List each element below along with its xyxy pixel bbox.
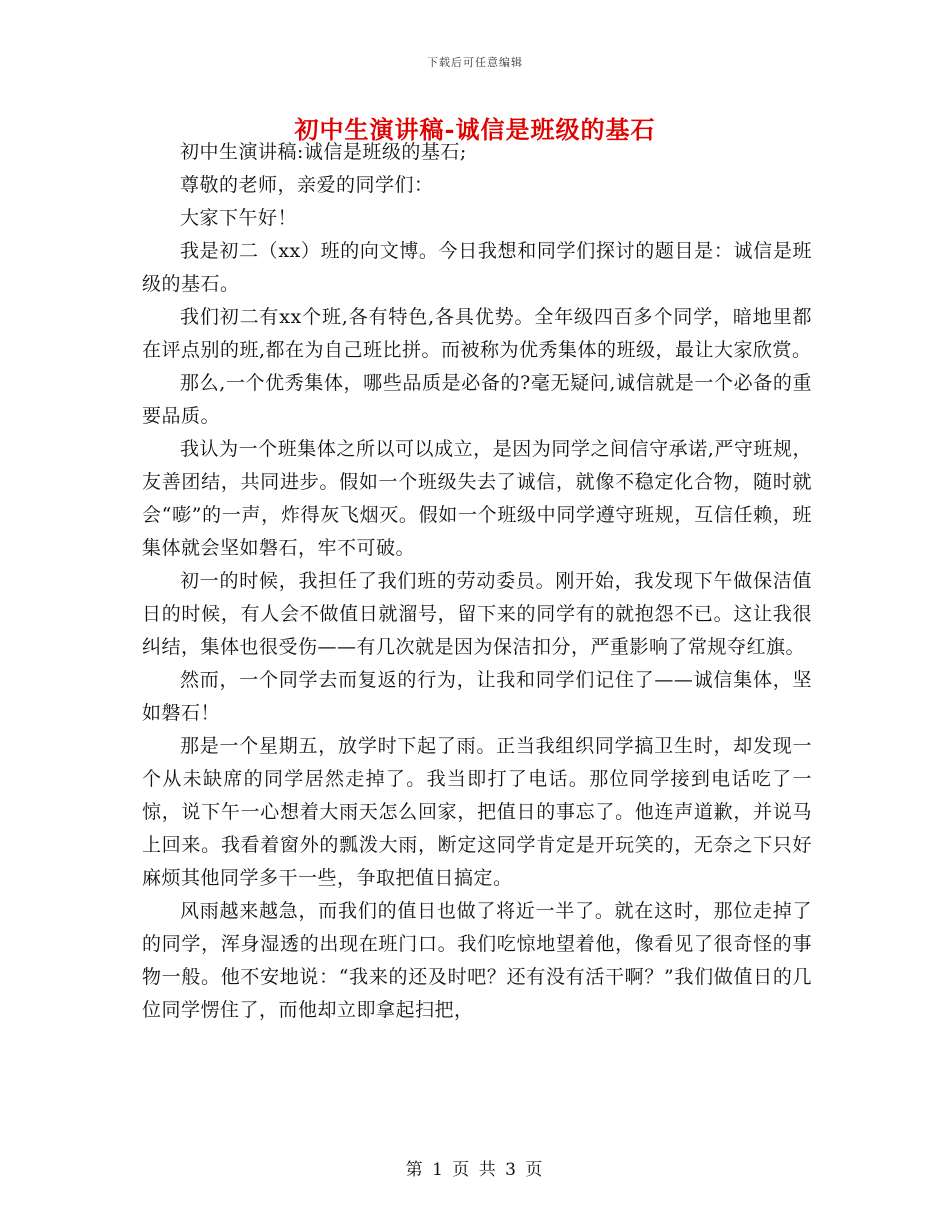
document-title: 初中生演讲稿-诚信是班级的基石 (294, 115, 656, 144)
paragraph: 我们初二有xx个班,各有特色,各具优势。全年级四百多个同学，暗地里都在评点别的班,都在为自己班比拼。而被称为优秀集体的班级，最让大家欣赏。 (142, 306, 812, 361)
document-body (142, 136, 812, 1027)
paragraph: 大家下午好！ (180, 207, 298, 229)
paragraph: 我认为一个班集体之所以可以成立，是因为同学之间信守承诺,严守班规，友善团结，共同进步。假如一个班级失去了诚信，就像不稳定化合物，随时就会“嘭”的一声，炸得灰飞烟灭。假如一个班级中同学遵守班规，互信任赖，班集体就会坚如磐石，牢不可破。 (142, 438, 812, 559)
paragraph: 初一的时候，我担任了我们班的劳动委员。刚开始，我发现下午做保洁值日的时候，有人会不做值日就溜号，留下来的同学有的就抱怨不已。这让我很纠结，集体也很受伤——有几次就是因为保洁扣分，严重影响了常规夺红旗。 (142, 570, 812, 658)
paragraph: 我是初二（xx）班的向文博。今日我想和同学们探讨的题目是：诚信是班级的基石。 (142, 240, 812, 295)
paragraph: 风雨越来越急，而我们的值日也做了将近一半了。就在这时，那位走掉了的同学，浑身湿透的出现在班门口。我们吃惊地望着他，像看见了很奇怪的事物一般。他不安地说：“我来的还及时吧？还有没有活干啊？”我们做值日的几位同学愣住了，而他却立即拿起扫把， (142, 900, 812, 1021)
header-note: 下载后可任意编辑 (427, 56, 523, 69)
paragraph: 那么,一个优秀集体，哪些品质是必备的?毫无疑问,诚信就是一个必备的重要品质。 (142, 372, 812, 427)
paragraph: 然而，一个同学去而复返的行为，让我和同学们记住了——诚信集体，坚如磐石！ (142, 669, 812, 724)
paragraph: 尊敬的老师，亲爱的同学们： (180, 174, 434, 196)
paragraph: 那是一个星期五，放学时下起了雨。正当我组织同学搞卫生时，却发现一个从未缺席的同学居然走掉了。我当即打了电话。那位同学接到电话吃了一惊，说下午一心想着大雨天怎么回家，把值日的事忘了。他连声道歉，并说马上回来。我看着窗外的瓢泼大雨，断定这同学肯定是开玩笑的，无奈之下只好麻烦其他同学多干一些，争取把值日搞定。 (142, 735, 812, 889)
page-footer: 第 1 页 共 3 页 (405, 1160, 545, 1180)
paragraph: 初中生演讲稿:诚信是班级的基石; (180, 141, 467, 163)
